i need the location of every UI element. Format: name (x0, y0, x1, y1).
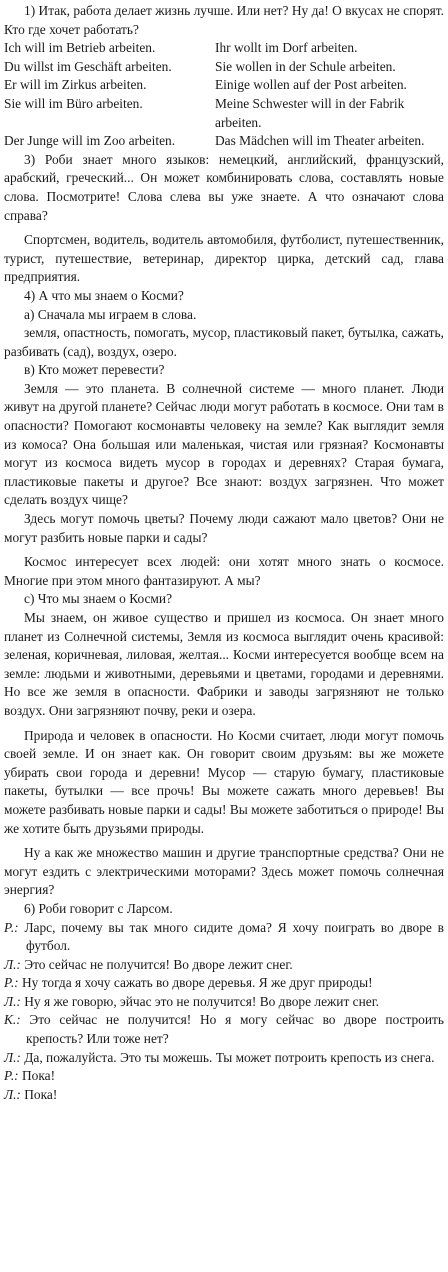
phrase-left: Der Junge will im Zoo arbeiten. (4, 133, 176, 149)
dialogue-text: Пока! (24, 1086, 58, 1102)
cosmi-paragraph: Мы знаем, он живое существо и пришел из космоса. Он знает много планет из Солнечной системы, Земля из космоса выглядит очень красивой: зеленая, коричневая, лиловая, желтая... Косми интересуется вообще всем на земле: людьми и животными, деревьями и цветами, городами и деревнями. Но все же земля в опасности. Фабрики и заводы загрязняют не только воздух. Они загрязняют почву, реки и озера. (4, 610, 444, 718)
flowers-paragraph: Здесь могут помочь цветы? Почему люди сажают мало цветов? Они не могут разбить новые парки и сады? (4, 511, 444, 545)
speaker-label: Л.: (4, 1086, 21, 1102)
task-4a-heading: а) Сначала мы играем в слова. (24, 306, 197, 322)
phrase-left: Sie will im Büro arbeiten. (4, 95, 143, 111)
phrase-right: Sie wollen in der Schule arbeiten. (215, 58, 396, 74)
dialogue (4, 919, 444, 1105)
vocabulary-paragraph: земля, опастность, помогать, мусор, пластиковый пакет, бутылка, сажать, разбивать (сад), воздух, озеро. (4, 325, 444, 359)
speaker-label: Л.: (4, 993, 21, 1009)
phrase-right: Ihr wollt im Dorf arbeiten. (215, 40, 358, 56)
task-4-heading: 4) А что мы знаем о Косми? (24, 287, 184, 303)
phrase-right: Einige wollen auf der Post arbeiten. (215, 77, 407, 93)
task-4b-heading: в) Кто может перевести? (24, 362, 165, 378)
speaker-label: Р.: (4, 919, 19, 935)
task-6-heading: 6) Роби говорит с Ларсом. (24, 900, 173, 916)
phrase-left: Er will im Zirkus arbeiten. (4, 77, 147, 93)
dialogue-text: Ну тогда я хочу сажать во дворе деревья. Я же друг природы! (22, 975, 373, 991)
dialogue-text: Это сейчас не получится! Но я могу сейчас во дворе построить крепость? Или тоже нет? (26, 1012, 444, 1047)
earth-paragraph: Земля — это планета. В солнечной системе — много планет. Люди живут на другой планете? Сейчас люди могут работать в космосе. Они там в опасности? Помогают космонавты человеку на земле? Как выглядит земля из комоса? Она большая или маленькая, чистая или грязная? Космонавты могут из космоса видеть мусор в городах и деревнях? Старая бумага, пластиковые пакеты и другое? Все знают: воздух загрязнен. Что может сделать воздух чище? (4, 380, 444, 508)
german-phrase-table (4, 39, 444, 151)
dialogue-line (4, 1011, 444, 1048)
phrase-right: Das Mädchen will im Theater arbeiten. (215, 133, 425, 149)
task-4c-heading: с) Что мы знаем о Косми? (24, 591, 173, 607)
speaker-label: К.: (4, 1012, 21, 1028)
dialogue-line (4, 974, 444, 993)
dialogue-line (4, 1049, 444, 1068)
phrase-right: Meine Schwester will in der Fabrik arbeiten. (215, 95, 405, 130)
nature-paragraph: Природа и человек в опасности. Но Косми считает, люди могут помочь своей земле. И он знает как. Он говорит своим друзьям: вы же можете убирать свои города и деревни! Мусор — старую бумагу, пластиковые пакеты, бутылки — все прочь! Вы можете сажать много деревьев! Вы можете разбивать новые парки и сады! Вы можете заботиться о природе! Вы же хотите быть друзьями природы. (4, 727, 444, 836)
speaker-label: Л.: (4, 956, 21, 972)
intro-paragraph: 1) Итак, работа делает жизнь лучше. Или нет? Ну да! О вкусах не спорят. Кто где хочет работать? (4, 3, 444, 37)
dialogue-line (4, 1067, 444, 1086)
dialogue-text: Ларс, почему вы так много сидите дома? Я хочу поиграть во дворе в футбол. (24, 919, 444, 954)
space-paragraph: Космос интересует всех людей: они хотят много знать о космосе. Многие при этом много фантазируют. А мы? (4, 554, 444, 588)
dialogue-text: Пока! (22, 1068, 56, 1084)
dialogue-text: Это сейчас не получится! Во дворе лежит снег. (24, 956, 293, 972)
speaker-label: Л.: (4, 1049, 21, 1065)
dialogue-line (4, 1086, 444, 1105)
dialogue-line (4, 956, 444, 975)
dialogue-text: Да, пожалуйста. Это ты можешь. Ты может потроить крепость из снега. (24, 1049, 435, 1065)
phrase-left: Du willst im Geschäft arbeiten. (4, 58, 172, 74)
dialogue-line (4, 919, 444, 956)
speaker-label: Р.: (4, 1068, 19, 1084)
speaker-label: Р.: (4, 975, 19, 991)
phrase-left: Ich will im Betrieb arbeiten. (4, 40, 156, 56)
dialogue-line (4, 993, 444, 1012)
dialogue-text: Ну я же говорю, эйчас это не получится! Во дворе лежит снег. (24, 993, 380, 1009)
word-list-paragraph: Спортсмен, водитель, водитель автомобиля, футболист, путешественник, турист, путешествие, ветеринар, директор цирка, детский сад, глава предприятия. (4, 232, 444, 285)
transport-paragraph: Ну а как же множество машин и другие транспортные средства? Они не могут ездить с электрическими моторами? Здесь может помочь солнечная энергия? (4, 845, 444, 898)
task-3-paragraph: 3) Роби знает много языков: немецкий, английский, французский, арабский, греческий... Он может комбинировать слова, составлять новые слова. Посмотрите! Слова слева вы уже знаете. А что означают слова справа? (4, 151, 444, 223)
